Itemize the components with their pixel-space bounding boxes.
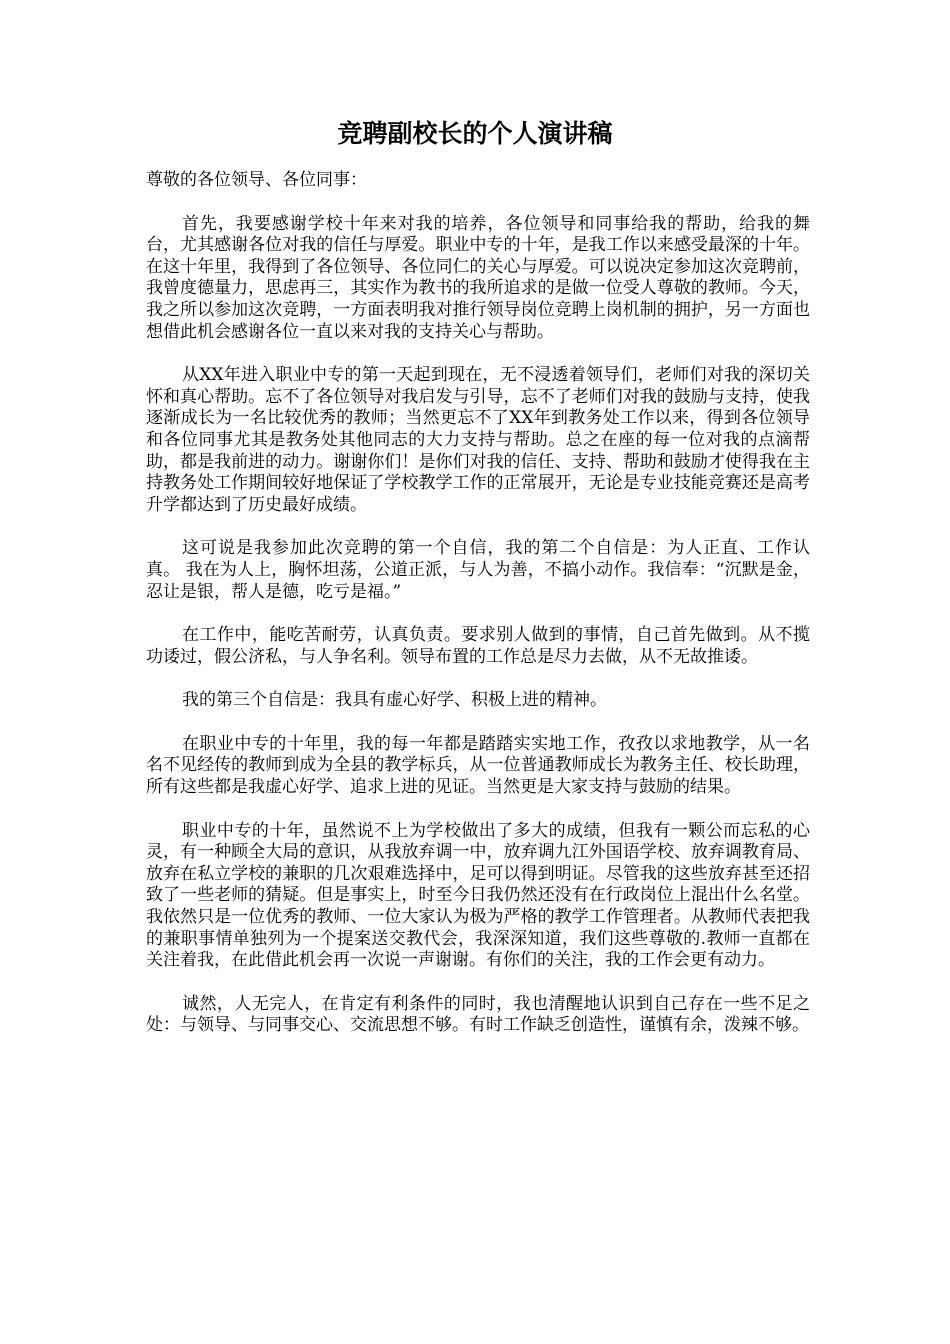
paragraph-4: 在工作中，能吃苦耐劳，认真负责。要求别人做到的事情，自己首先做到。从不揽功诿过，假公济私，与人争名利。领导布置的工作总是尽力去做，从不无故推诿。 — [146, 625, 810, 667]
paragraph-8: 诚然，人无完人，在肯定有利条件的同时，我也清醒地认识到自己存在一些不足之处：与领导、与同事交心、交流思想不够。有时工作缺乏创造性，谨慎有余，泼辣不够。 — [146, 993, 810, 1036]
salutation: 尊敬的各位领导、各位同事： — [146, 170, 367, 190]
paragraph-1: 首先，我要感谢学校十年来对我的培养，各位领导和同事给我的帮助，给我的舞台，尤其感谢各位对我的信任与厚爱。职业中专的十年，是我工作以来感受最深的十年。在这十年里，我得到了各位领导、各位同仁的关心与厚爱。可以说决定参加这次竞聘前，我曾度德量力，思虑再三，其实作为教书的我所追求的是做一位受人尊敬的教师。今天，我之所以参加这次竞聘，一方面表明我对推行领导岗位竞聘上岗机制的拥护，另一方面也想借此机会感谢各位一直以来对我的支持关心与帮助。 — [146, 213, 810, 342]
paragraph-6: 在职业中专的十年里，我的每一年都是踏踏实实地工作，孜孜以求地教学，从一名名不见经传的教师到成为全县的教学标兵，从一位普通教师成长为教务主任、校长助理，所有这些都是我虚心好学、追求上进的见证。当然更是大家支持与鼓励的结果。 — [146, 733, 810, 798]
paragraph-7: 职业中专的十年，虽然说不上为学校做出了多大的成绩，但我有一颗公而忘私的心灵，有一种顾全大局的意识，从我放弃调一中，放弃调九江外国语学校、放弃调教育局、放弃在私立学校的兼职的几次艰难选择中，足可以得到明证。尽管我的这些放弃甚至还招致了一些老师的猜疑。但是事实上，时至今日我仍然还没有在行政岗位上混出什么名堂。我依然只是一位优秀的教师、一位大家认为极为严格的教学工作管理者。从教师代表把我的兼职事情单独列为一个提案送交教代会，我深深知道，我们这些尊敬的.教师一直都在关注着我，在此借此机会再一次说一声谢谢。有你们的关注，我的工作会更有动力。 — [146, 820, 810, 971]
paragraph-3: 这可说是我参加此次竞聘的第一个自信，我的第二个自信是：为人正直、工作认真。 我在为人上，胸怀坦荡，公道正派，与人为善，不搞小动作。我信奉：“沉默是金，忍让是银，帮人是德，吃亏是福。” — [146, 538, 810, 602]
paragraph-5: 我的第三个自信是：我具有虚心好学、积极上进的精神。 — [182, 690, 607, 711]
paragraph-2: 从XX年进入职业中专的第一天起到现在，无不浸透着领导们，老师们对我的深切关怀和真心帮助。忘不了各位领导对我启发与引导，忘不了老师们对我的鼓励与支持，使我逐渐成长为一名比较优秀的教师；当然更忘不了XX年到教务处工作以来，得到各位领导和各位同事尤其是教务处其他同志的大力支持与帮助。总之在座的每一位对我的点滴帮助，都是我前进的动力。谢谢你们！是你们对我的信任、支持、帮助和鼓励才使得我在主持教务处工作期间较好地保证了学校教学工作的正常展开，无论是专业技能竞赛还是高考升学都达到了历史最好成绩。 — [146, 365, 810, 515]
document-body — [146, 170, 810, 1059]
document-title: 竞聘副校长的个人演讲稿 — [337, 119, 613, 148]
